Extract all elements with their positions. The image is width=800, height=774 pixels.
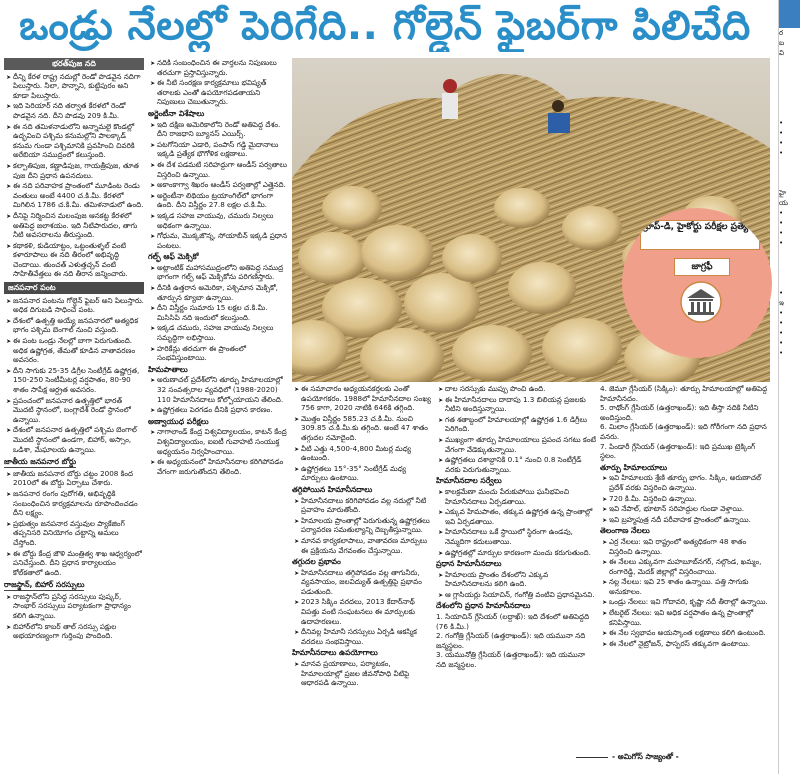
list-item: • ఈ నది పరివాహక ప్రాంతంలో మూడింట రెండు వంతులు అంటే 4400 చ.కి.మీ. కేరళలో మిగిలిన 1786 చ.కి.మీ. తమిళనాడులో ఉంది.	[13, 181, 144, 210]
list-item: • ఈ నేలలు ఎక్కువగా మహబూబ్‌నగర్, నల్గొండ, ఖమ్మం, రంగారెడ్డి, మెదక్ జిల్లాల్లో విస్తరించాయి.	[609, 557, 772, 576]
list-item: • హిమానీనదాలు తగ్గిపోవడం వల్ల తాగునీరు, వ్యవసాయం, జలవిద్యుత్ ఉత్పత్తిపై ప్రభావం పడుతుంది.	[301, 568, 432, 597]
edge-text: •	[779, 139, 784, 147]
edge-header-bar	[779, 0, 800, 28]
list-item: • అర్జెంటీనా లిథియం ట్రయాంగిల్‌లో భాగంగా ఉంది. దీని విస్తీర్ణం 27.8 లక్షల చ.కి.మీ.	[157, 191, 288, 210]
section-heading: భరత్‌పుజ నది	[4, 58, 144, 70]
list-item: • ఇవి నేపాల్, భూటాన్ సరిహద్దుల గుండా వెళ్తాయి.	[609, 504, 772, 514]
subheading: హిమానీనదాలు ఉపయోగాలు	[292, 648, 378, 658]
list-item: • దీని సాగుకు 25-35 డిగ్రీల సెంటీగ్రేడ్ ఉష్ణోగ్రత, 150-250 సెంటీమీటర్ల వర్షపాతం, 80-90 శాతం సాపేక్ష ఆర్ద్రత అవసరం.	[13, 366, 144, 395]
edge-text: •	[779, 149, 784, 157]
list-item: • రాజస్థాన్‌లోని ప్రసిద్ధ సరస్సులు పుష్కర్, సాంభార్ సరస్సులు పర్యాటకంగా ప్రాధాన్యం కలిగి ఉన్నాయి.	[13, 592, 144, 621]
subheading: గల్ఫ్ ఆఫ్ మెక్సికో	[148, 252, 199, 262]
numbered-item: 5. రాథోంగ్ గ్లేసియర్ (ఉత్తరాఖండ్): ఇది తీస్తా నదికి నీటిని అందిస్తుంది.	[600, 403, 759, 422]
list-item: • కాలక్రమేణా మంచు పేరుకుపోయి ఘనీభవించి హిమానీనదాలు ఏర్పడతాయి.	[445, 487, 596, 506]
court-building-icon	[675, 280, 727, 324]
list	[292, 384, 432, 483]
list-item: • దీనిపై నిర్మించిన మలంపుజ ఆనకట్ట కేరళలో అతిపెద్ద జలాశయం. ఇది నీటిపారుదల, తాగు నీటి అవసరాలను తీరుస్తుంది.	[13, 211, 144, 240]
column-1	[4, 58, 144, 774]
list-item: • పటగోనియా ఎడారి, పంపాస్ గడ్డి మైదానాలు ఇక్కడి ప్రత్యేక భౌగోళిక లక్షణాలు.	[157, 140, 288, 159]
list-item: • ఈ నది తమిళనాడులోని అన్నామలై కొండల్లో ఉద్భవించి పశ్చిమ కనుమల్లోని పాలక్కాడ్ కనుమ గుండా పశ్చిమానికి ప్రవహించి చివరికి అరేబియా సముద్రంలో కలుస్తుంది.	[13, 122, 144, 160]
list-item: • అరుణాచల్ ప్రదేశ్‌లోని తూర్పు హిమాలయాల్లో 32 సంవత్సరాల వ్యవధిలో (1988-2020) 110 హిమానీనదాలు కోల్పోయాయని తేలింది.	[157, 375, 288, 404]
list-item: • ఈ దేశ పడమటి సరిహద్దుగా ఆండీస్ పర్వతాలు విస్తరించి ఉన్నాయి.	[157, 160, 288, 179]
list-item: • ఒండ్రు నేలలు: ఇవి గోదావరి, కృష్ణా నదీ తీరాల్లో ఉన్నాయి.	[609, 597, 772, 607]
column-3	[292, 384, 432, 774]
list-item: • ఇవి హిమాలయ శ్రేణి తూర్పు భాగం. సిక్కిం, అరుణాచల్ ప్రదేశ్ వరకు విస్తరించి ఉన్నాయి.	[609, 473, 772, 492]
list	[436, 570, 596, 600]
subheading: తెలంగాణ నేలలు	[600, 526, 650, 536]
author-credit: - అమిగోస్ సాజ్యంతో -	[612, 752, 679, 761]
list	[4, 296, 144, 455]
subheading: అర్జెంటీనా విశేషాలు	[148, 108, 205, 118]
list	[436, 384, 596, 474]
list-item: • నల్ల నేలలు: ఇవి 25 శాతం ఉన్నాయి. పత్తి సాగుకు అనుకూలం.	[609, 577, 772, 596]
numbered-item: 6. మిలాం గ్లేసియర్ (ఉత్తరాఖండ్): ఇది గోరీగంగా నది ప్రధాన వనరు.	[600, 422, 767, 441]
badge-title: గ్రూప్-డి, హైకోర్టు పరీక్షల ప్రత్యేకం	[640, 220, 760, 250]
subheading: జాతీయ జనపనార బోర్డు	[4, 457, 77, 467]
list-item: • ఉష్ణోగ్రతలు పెరగడం దీనికి ప్రధాన కారణం.	[157, 405, 288, 415]
edge-text: •	[779, 209, 784, 217]
list-item: • ఈ సమాచారం అధ్యయనకర్తలకు ఎంతో ఉపయోగకరం. 1988లో హిమానీనదాల సంఖ్య 756 కాగా, 2020 నాటికి 646కి తగ్గింది.	[301, 384, 432, 413]
edge-text: య	[779, 199, 789, 207]
column-4	[436, 384, 596, 774]
list-item: • ఇది దక్షిణ అమెరికాలోని రెండో అతిపెద్ద దేశం. దీని రాజధాని బ్యూనస్ ఎయిర్స్.	[157, 120, 288, 139]
list	[4, 592, 144, 641]
list-item: • ఉష్ణోగ్రతల్లో మార్పుల కారణంగా మంచు కరుగుతుంది.	[445, 548, 596, 558]
edge-text: •	[779, 309, 784, 317]
list-item: • దేశంలో జనపనార ఉత్పత్తిలో పశ్చిమ బెంగాల్ మొదటి స్థానంలో ఉండగా, బిహార్, అస్సాం, ఒడిశా, మేఘాలయ ఉన్నాయి.	[13, 425, 144, 454]
list-item: • ముఖ్యంగా తూర్పు హిమాలయాలు ప్రపంచ సగటు కంటే వేగంగా వేడెక్కుతున్నాయి.	[445, 435, 596, 454]
list	[148, 375, 288, 414]
list-item: • హిమాలయ ప్రాంతం దేశంలోని ఎక్కువ హిమానీనదాలను కలిగి ఉంది.	[445, 570, 596, 589]
list-item: • హరికేన్లు తరచుగా ఈ ప్రాంతంలో సంభవిస్తుంటాయి.	[157, 344, 288, 363]
edge-text: •	[779, 349, 784, 357]
edge-text: •	[779, 219, 784, 227]
list-item: • గోధుమ, మొక్కజొన్న, సోయాబీన్ ఇక్కడి ప్రధాన పంటలు.	[157, 231, 288, 250]
list	[148, 58, 288, 107]
edge-text: ర	[779, 29, 784, 37]
edge-text: •	[779, 339, 784, 347]
subheading: అణ్వాయుధ పరీక్షలు	[148, 416, 209, 426]
list-item: • ఈ బోర్డు కేంద్ర జౌళి మంత్రిత్వ శాఖ ఆధ్వర్యంలో పనిచేస్తుంది. దీని ప్రధాన కార్యాలయం కోల్‌కతాలో ఉంది.	[13, 549, 144, 578]
list-item: • ఈ హిమానీనదాలు దాదాపు 1.3 బిలియన్ల ప్రజలకు నీటిని అందిస్తున్నాయి.	[445, 395, 596, 414]
edge-text: ఇ	[779, 299, 784, 307]
headline: ఒండ్రు నేలల్లో పెరిగేది.. గోల్డెన్ ఫైబర్‌గా పిలిచేది	[19, 3, 751, 49]
list-item: • హిమానీనదాలు కరిగిపోవడం వల్ల నదుల్లో నీటి ప్రవాహం మారుతోంది.	[301, 496, 432, 515]
section-heading: జనపనార పంట	[4, 282, 144, 294]
list	[436, 487, 596, 557]
list-item: • ఇది పెరియార్ నది తర్వాత కేరళలో రెండో పొడవైన నది. దీని పొడవు 209 కి.మీ.	[13, 101, 144, 120]
edge-text: •	[779, 129, 784, 137]
list-item: • నదికి సంబంధించిన ఈ వార్తలను నిపుణులు తరచుగా ప్రస్తావిస్తున్నారు.	[157, 58, 288, 77]
subheading: రాజస్థాన్, బిహార్ సరస్సులు	[4, 580, 85, 590]
list-item: • అకాంకాగ్వా శిఖరం ఆండీస్ పర్వతాల్లో ఎత్తైనది.	[157, 180, 288, 190]
edge-text: హై	[779, 189, 787, 197]
edge-text: •	[779, 229, 784, 237]
numbered-item: 2. గంగోత్రి గ్లేసియర్ (ఉత్తరాఖండ్): ఇది యమునా నది జన్మస్థలం.	[436, 631, 586, 650]
list-item: • దీన్ని కేరళ రాష్ట్ర నదుల్లో రెండో పొడవైన నదిగా పిలుస్తారు. నీలా, పొన్నాని, కుట్టిపురం అని కూడా పిలుస్తారు.	[13, 72, 144, 101]
list-item: • నాగాలాండ్ కేంద్ర విశ్వవిద్యాలయం, కాటన్ కేంద్ర విశ్వవిద్యాలయం, ఐఐటీ గువాహటి సంయుక్త అధ్యయనం నిర్వహించాయి.	[157, 427, 288, 456]
list-item: • ఉష్ణోగ్రతలు 15°-35° సెంటీగ్రేడ్ మధ్య మార్పులు ఉంటాయి.	[301, 464, 432, 483]
list	[600, 473, 772, 524]
list	[600, 537, 772, 649]
subheading: ప్రధాన హిమానీనదాలు	[436, 559, 502, 569]
subheading: హిమానీనదాల సర్వేలు	[436, 476, 502, 486]
edge-text: •	[779, 329, 784, 337]
list-item: • ఈ అధ్యయనంలో హిమానీనదాల కరిగిపోవడం వేగంగా జరుగుతోందని తేలింది.	[157, 457, 288, 476]
edge-text: •	[779, 289, 784, 297]
list-item: • 720 కి.మీ. విస్తరించి ఉన్నాయి.	[609, 494, 772, 504]
subheading: తగ్గుదల ప్రభావం	[292, 557, 341, 567]
list-item: • లేటరైట్ నేలలు: ఇవి అధిక వర్షపాతం ఉన్న ప్రాంతాల్లో కనిపిస్తాయి.	[609, 608, 772, 627]
subheading: హిమపాతాలు	[148, 364, 188, 374]
list	[4, 72, 144, 279]
numbered-item: 3. యమునోత్రి గ్లేసియర్ (ఉత్తరాఖండ్): ఇది యమునా నది జన్మస్థలం.	[436, 650, 586, 670]
list-item: • ఎక్కువ హిమపాతం, తక్కువ ఉష్ణోగ్రత ఉన్న ప్రాంతాల్లో ఇవి ఏర్పడతాయి.	[445, 507, 596, 526]
list-item: • హిమానీనదాలు ఒకే స్థాయిలో స్థిరంగా ఉండవు, నెమ్మదిగా కదులుతాయి.	[445, 527, 596, 546]
exam-badge	[622, 208, 772, 358]
edge-text: బ	[779, 39, 785, 47]
list	[4, 469, 144, 578]
list-item: • మానవ కార్యకలాపాలు, వాతావరణ మార్పులు ఈ ప్రక్రియను వేగవంతం చేస్తున్నాయి.	[301, 536, 432, 555]
list-item: • దీని విస్తీర్ణం సుమారు 15 లక్షల చ.కి.మీ. మిసిసిపి నది ఇందులో కలుస్తుంది.	[157, 303, 288, 322]
list-item: • ప్రభుత్వం జనపనార వస్తువుల ప్యాకేజింగ్ తప్పనిసరి వినియోగం చట్టాన్ని అమలు చేస్తోంది.	[13, 519, 144, 548]
edge-text: •	[779, 239, 784, 247]
edge-text: •	[779, 119, 784, 127]
list-item: • బిహార్‌లోని కాబర్ తాల్ సరస్సు పక్షుల అభయారణ్యంగా గుర్తింపు పొందింది.	[13, 622, 144, 641]
list-item: • దేశంలో ఉత్పత్తి అయ్యే జనపనారలో అత్యధిక భాగం పశ్చిమ బెంగాల్ నుంచి వస్తుంది.	[13, 316, 144, 335]
list-item: • ఈ నీటి సంరక్షణ కార్యక్రమాలు భవిష్యత్ తరాలకు ఎంతో ఉపయోగపడతాయని నిపుణులు చెబుతున్నారు.	[157, 78, 288, 107]
numbered-item: 1. సియాచిన్ గ్లేసియర్ (లద్దాఖ్): ఇది దేశంలో అతిపెద్దది (76 కి.మీ.)	[436, 612, 590, 631]
list	[292, 568, 432, 647]
list-item: • ఇక్కడ సహజ వాయువు, చమురు నిల్వలు అధికంగా ఉన్నాయి.	[157, 211, 288, 230]
list	[148, 263, 288, 363]
list-item: • హిమాలయ ప్రాంతాల్లో పెరుగుతున్న ఉష్ణోగ్రతలు పర్యావరణ సమతుల్యాన్ని దెబ్బతీస్తున్నాయి.	[301, 516, 432, 535]
list-item: • ఈ పంట ఒండ్రు నేలల్లో బాగా పెరుగుతుంది. అధిక ఉష్ణోగ్రత, తేమతో కూడిన వాతావరణం అవసరం.	[13, 336, 144, 365]
column-5	[600, 384, 772, 748]
list-item: • ఈ నేల స్వభావం అయస్కాంత లక్షణాలు కలిగి ఉంటుంది.	[609, 628, 772, 638]
list-item: • దీనికి ఉత్తరాన అమెరికా, పశ్చిమాన మెక్సికో, తూర్పున క్యూబా ఉన్నాయి.	[157, 283, 288, 302]
list-item: • ఎర్ర నేలలు: ఇవి రాష్ట్రంలో అత్యధికంగా 48 శాతం విస్తరించి ఉన్నాయి.	[609, 537, 772, 556]
list-item: • మానవ ప్రయాణాలు, పర్యాటకం, హిమాలయాల్లో ప్రజల జీవనోపాధి వీటిపై ఆధారపడి ఉన్నాయి.	[301, 659, 432, 688]
list	[292, 659, 432, 688]
list-item: • దాల సరస్సుకు ముప్పు పొంచి ఉంది.	[445, 384, 596, 394]
list-item: • జాతీయ జనపనార బోర్డు చట్టం 2008 కింద 2010లో ఈ బోర్డు ఏర్పాటు చేశారు.	[13, 469, 144, 488]
list-item: • గత శతాబ్దంలో హిమాలయాల్లో ఉష్ణోగ్రత 1.6 డిగ్రీలు పెరిగింది.	[445, 415, 596, 434]
edge-text: వి	[779, 49, 784, 57]
list-item: • 2023 సిక్కిం వరదలు, 2013 కేదార్‌నాథ్ విపత్తు వంటి సంఘటనలు ఈ మార్పులకు ఉదాహరణలు.	[301, 597, 432, 626]
list-item: • ప్రపంచంలో జనపనార ఉత్పత్తిలో భారత్ మొదటి స్థానంలో, బంగ్లాదేశ్ రెండో స్థానంలో ఉన్నాయి.	[13, 396, 144, 425]
list	[148, 120, 288, 251]
numbered-item: 4. జెమూ గ్లేసియర్ (సిక్కిం): తూర్పు హిమాలయాల్లో అతిపెద్ద హిమానీనదం.	[600, 384, 768, 403]
list-item: • అట్లాంటిక్ మహాసముద్రంలోని అతిపెద్ద సముద్ర భాగంగా గల్ఫ్ ఆఫ్ మెక్సికోను పరిగణిస్తారు.	[157, 263, 288, 282]
column-2	[148, 58, 288, 774]
list-item: • ఈ నేలలో నైట్రోజన్, ఫాస్ఫరస్ తక్కువగా ఉంటాయి.	[609, 639, 772, 649]
subheading: తగ్గిపోయిన హిమానీనదాలు	[292, 484, 373, 494]
list-item: • కథాకళి, కుడియాట్టం, ఒట్టంతుళ్ళల్ వంటి కళారూపాలు ఈ నది తీరంలో అభివృద్ధి చెందాయి. తుంచత్ ఎళుత్తచ్చన్ వంటి సాహితీవేత్తలు ఈ నది తీరాన జన్మించారు.	[13, 241, 144, 279]
list-item: • మొత్తం విస్తీర్ణం 585.23 చ.కి.మీ. నుంచి 309.85 చ.కి.మీ.కు తగ్గింది. అంటే 47 శాతం తగ్గుదల నమోదైంది.	[301, 414, 432, 443]
list-item: • ఆ గ్లాసియర్లు సియాచిన్, గంగోత్రి వంటివి ప్రధానమైనవి.	[445, 590, 596, 600]
list-item: • ఉష్ణోగ్రతలు దశాబ్దానికి 0.1° నుంచి 0.8 సెంటీగ్రేడ్ వరకు పెరుగుతున్నాయి.	[445, 455, 596, 474]
subheading: తూర్పు హిమాలయాలు	[600, 462, 668, 472]
adjacent-column-edge	[778, 0, 800, 774]
badge-subject: జాగ్రఫీ	[674, 258, 730, 276]
list-item: • వీటి ఎత్తు 4,500-4,800 మీటర్ల మధ్య ఉంటుంది.	[301, 444, 432, 463]
numbered-item: 7. పిండారీ గ్లేసియర్ (ఉత్తరాఖండ్): ఇది ప్రముఖ ట్రెక్కింగ్ స్థలం.	[600, 441, 756, 461]
list-item: • జనపనార రంగం పురోగతి, అభివృద్ధికి సంబంధించిన కార్యక్రమాలను రూపొందించడం దీని లక్ష్యం.	[13, 489, 144, 518]
list-item: • ఇవి బ్రహ్మపుత్ర నదీ పరీవాహక ప్రాంతంలో ఉన్నాయి.	[609, 515, 772, 525]
subheading: దేశంలోని ప్రధాన హిమానీనదాలు	[436, 601, 531, 611]
list-item: • జనపనార పంటను గోల్డెన్ ఫైబర్ అని పిలుస్తారు. అధిక దిగుబడి సాధించే పంట.	[13, 296, 144, 315]
list-item: • కల్పాతిపుజ, కణ్ణాడిపుజ, గాయత్రీపుజ, తూత పుజ దీని ప్రధాన ఉపనదులు.	[13, 161, 144, 180]
list-item: • దీనివల్ల హిమానీ సరస్సులు ఏర్పడి ఆకస్మిక వరదలు సంభవిస్తాయి.	[301, 627, 432, 646]
edge-text: •	[779, 319, 784, 327]
list	[148, 427, 288, 476]
list-item: • ఇక్కడ చమురు, సహజ వాయువు నిల్వలు సమృద్ధిగా లభిస్తాయి.	[157, 323, 288, 342]
list	[292, 496, 432, 556]
